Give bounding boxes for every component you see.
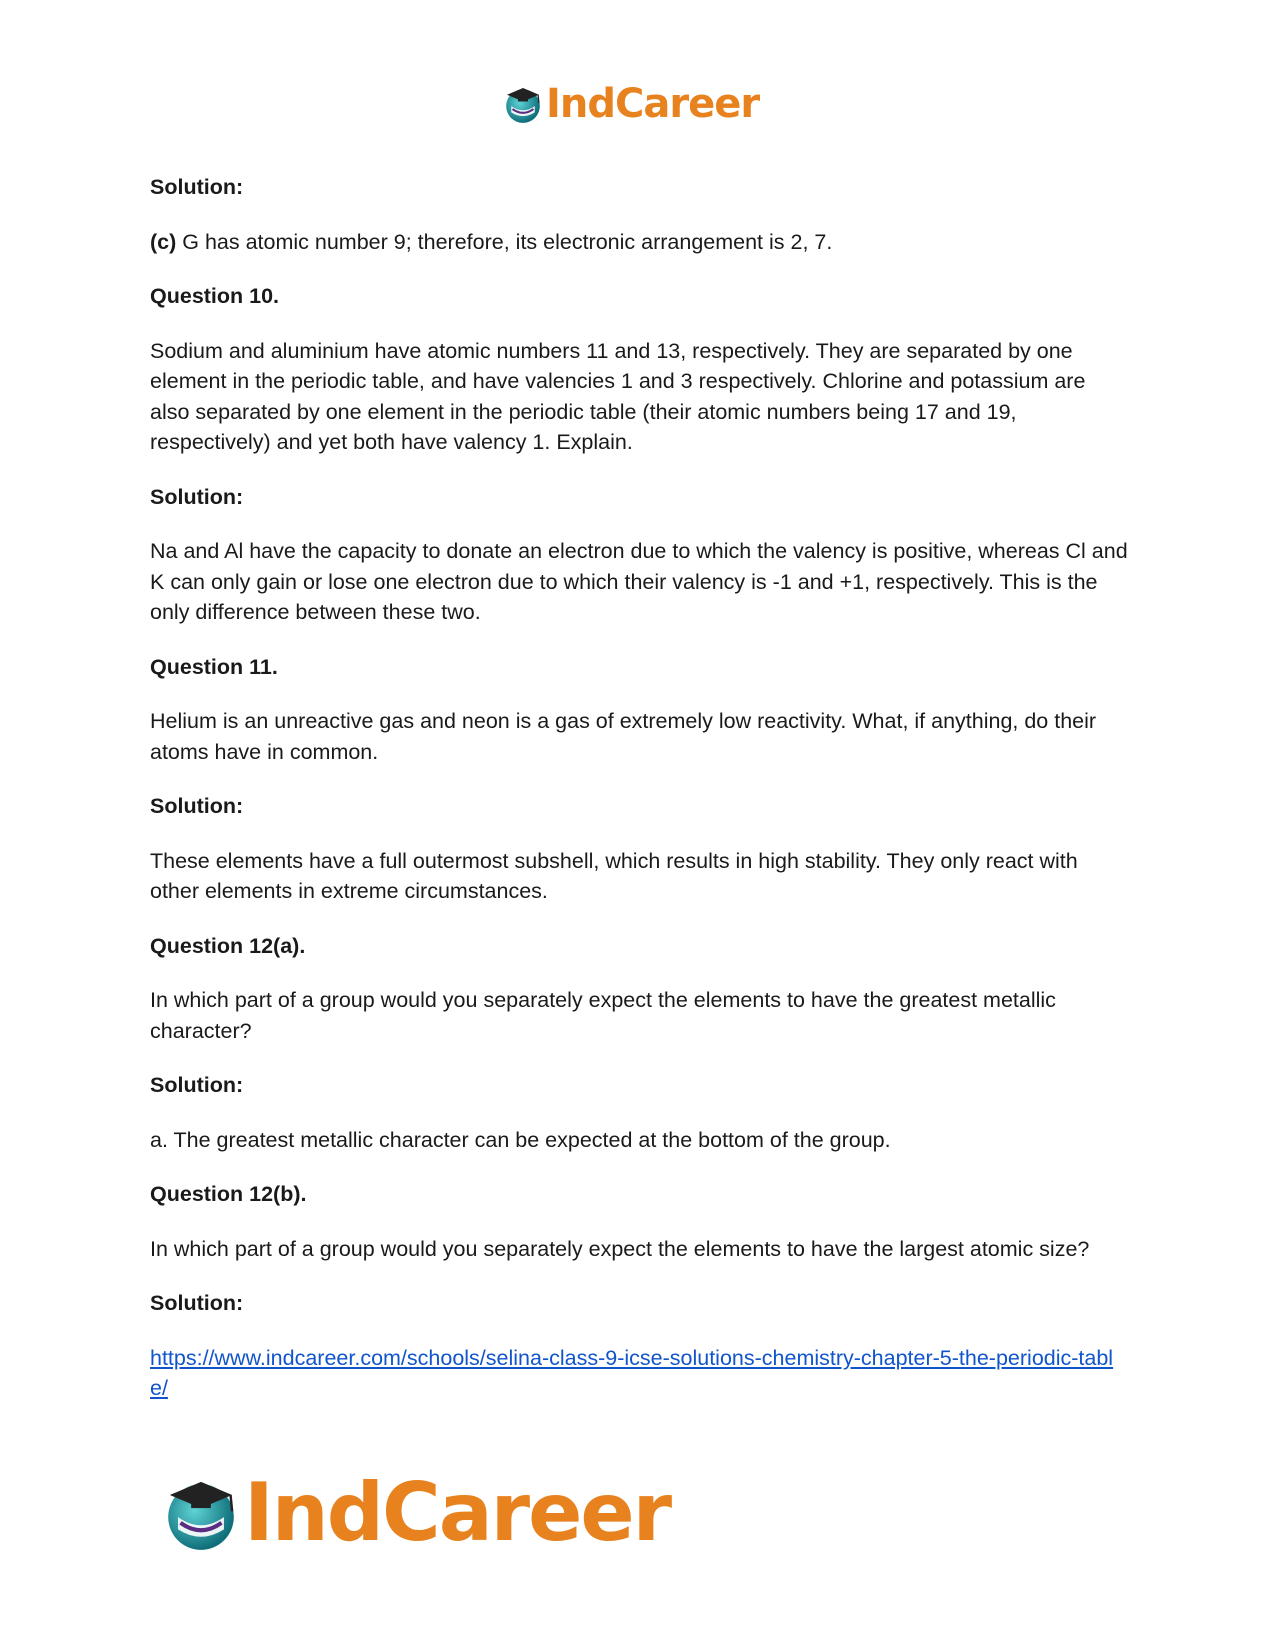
question-text: Helium is an unreactive gas and neon is a gas of extremely low reactivity. What, if anything, do their atoms have in common. [150,709,1097,764]
solution-text: Na and Al have the capacity to donate an electron due to which the valency is positive, whereas Cl and K can only gain or lose one electron due to which their valency is -1 and +1, respectively. This is the only difference between these two. [150,539,1128,624]
source-link[interactable]: https://www.indcareer.com/schools/selina-class-9-icse-solutions-chemistry-chapter-5-the-periodic-table/ [150,1345,1114,1400]
solution-heading: Solution: [150,1291,244,1315]
solution-text: a. The greatest metallic character can be expected at the bottom of the group. [150,1127,891,1152]
logo-text: IndCareer [546,81,760,127]
answer-paragraph [150,227,1130,258]
document-body [150,172,1130,1404]
answer-option: (c) [150,229,177,254]
solution-heading: Solution: [150,175,244,199]
logo-text: IndCareer [244,1466,671,1559]
header-logo [502,80,759,128]
solution-heading: Solution: [150,1073,244,1097]
solution-text: These elements have a full outermost subshell, which results in high stability. They only react with other elements in extreme circumstances. [150,848,1078,903]
question-text: In which part of a group would you separately expect the elements to have the largest atomic size? [150,1236,1090,1261]
question-heading: Question 10. [150,284,280,308]
solution-heading: Solution: [150,484,244,509]
question-heading: Question 12(a). [150,933,306,958]
footer-logo [160,1468,670,1558]
question-heading: Question 11. [150,654,278,679]
solution-heading: Solution: [150,794,244,818]
question-heading: Question 12(b). [150,1182,307,1206]
question-text: Sodium and aluminium have atomic numbers 11 and 13, respectively. They are separated by one element in the periodic table, and have valencies 1 and 3 respectively. Chlorine and potassium are also separated by one element in the periodic table (their atomic numbers being 17 and 19, respectively) and yet both have valency 1. Explain. [150,338,1086,454]
answer-text: G has atomic number 9; therefore, its electronic arrangement is 2, 7. [176,229,833,254]
graduation-globe-icon [160,1472,242,1554]
question-text: In which part of a group would you separately expect the elements to have the greatest metallic character? [150,988,1056,1043]
graduation-globe-icon [502,83,544,125]
